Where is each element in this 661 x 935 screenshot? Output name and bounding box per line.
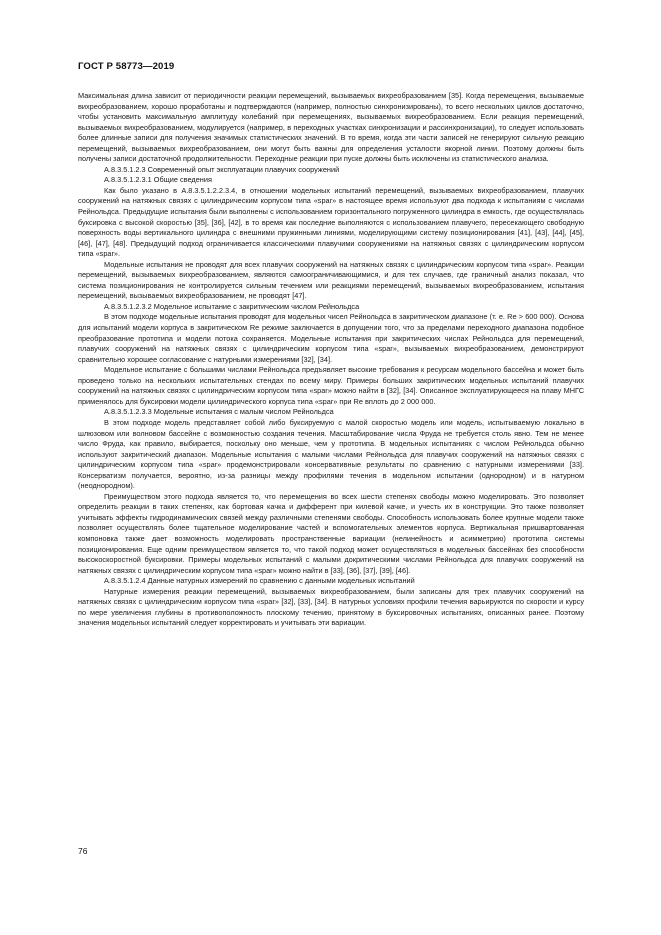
section-heading: А.8.3.5.1.2.4 Данные натурных измерений по сравнению с данными модельных испытаний bbox=[104, 576, 415, 586]
page-number: 76 bbox=[78, 846, 88, 856]
paragraph: В этом подходе модельные испытания проводят для модельных чисел Рейнольдса в закритическом диапазоне (т. е. Re > 600 000). Основа для испытаний модели корпуса в закритическом Re режиме заключается в допущении того, что за пределами переходного диапазона подобное преобразование прототипа и модели потока сохраняется. Модельные испытания при закритических числах Рейнольдса для перемещений, плавучих сооружений на натяжных связях с цилиндрическим корпусом типа «spar», вызываемых вихреобразованием, демонстрируют сравнительно хорошее согласование с натурными измерениями [32], [34]. bbox=[78, 312, 584, 364]
document-body bbox=[78, 91, 584, 629]
section-heading: А.8.3.5.1.2.3.3 Модельные испытания с малым числом Рейнольдса bbox=[104, 407, 334, 417]
section-heading: А.8.3.5.1.2.3.2 Модельное испытание с закритическим числом Рейнольдса bbox=[104, 301, 360, 311]
paragraph: В этом подходе модель представляет собой либо буксируемую с малой скоростью модель или модель, испытываемую локально в шлюзовом или волновом бассейне с возможностью создания течения. Масштабирование числа Фруда не требуется столь явно. Тем не менее число Фруда, как правило, выбирается, поскольку оно меньше, чем у прототипа. В модельных испытаниях с числом Рейнольдса обычно используют закритический диапазон. Модельные испытания с малыми числами Рейнольдса для плавучих сооружений на натяжных связях с цилиндрическим корпусом типа «spar» продемонстрировали консервативные результаты по сравнению с натурными измерениями [33]. Консерватизм получается, вероятно, из-за разницы между профилями течения в модельном испытании (однородном) и в натурном (неоднородном). bbox=[78, 417, 584, 491]
paragraph: Максимальная длина зависит от периодичности реакции перемещений, вызываемых вихреобразованием [35]. Когда перемещения, вызываемые вихреобразованием, хорошо проработаны и подтверждаются (например, полностью синхронизированы), то всего нескольких циклов достаточно, чтобы установить максимальную амплитуду колебаний при перемещениях, вызываемых вихреобразованием. Если реакция перемещений, вызываемых вихреобразованием, модулируется (например, в переходных участках синхронизации и рассинхронизации), то следует использовать более длинные записи для получения значимых статистических значений. В то время, когда эти части записей не генерируют сильную реакцию перемещений, вызываемых вихреобразованием, они могут быть важны для определения усталости якорной линии. Поэтому должны быть получены записи достаточной продолжительности. Переходные реакции при пуске должны быть исключены из статистического анализа. bbox=[78, 91, 584, 164]
standard-header: ГОСТ Р 58773—2019 bbox=[78, 61, 175, 72]
section-heading: А.8.3.5.1.2.3 Современный опыт эксплуатации плавучих сооружений bbox=[104, 164, 340, 174]
paragraph: Натурные измерения реакции перемещений, вызываемых вихреобразованием, были записаны для трех плавучих сооружений на натяжных связях с цилиндрическим корпусом типа «spar» [32], [33], [34]. В натурных условиях профили течения варьируются по скорости и курсу по мере увеличения глубины в противоположность плоскому течению, принятому в буксировочных испытаниях, описанных ранее. Поэтому значения модельных испытаний следует корректировать и учитывать эти вариации. bbox=[78, 586, 584, 628]
paragraph: Преимуществом этого подхода является то, что перемещения во всех шести степенях свободы можно моделировать. Это позволяет определить реакции в таких степенях, как бортовая качка и дифферент при килевой качке, и учесть их в конструкции. Это также позволяет учитывать эффекты гидродинамических связей между различными степенями свободы. Способность использовать более крупные модели также позволяет осуществлять более тщательное моделирование частей и вспомогательных элементов корпуса. Вертикальная пришвартованная компоновка также дает возможность моделировать пространственные вариации (нелинейность и асимметрию) прототипа системы позиционирования. Еще одним преимуществом является то, что такой подход может осуществляться в модельных бассейнах без способности высокоскоростной буксировки. Примеры модельных испытаний с малыми докритическими числами Рейнольдса для плавучих сооружений на натяжных связях с цилиндрическим корпусом типа «spar» можно найти в [33], [36], [37], [39], [46]. bbox=[78, 491, 584, 575]
paragraph: Модельные испытания не проводят для всех плавучих сооружений на натяжных связях с цилиндрическим корпусом типа «spar». Реакции перемещений, вызываемых вихреобразованием, являются самоограничивающимися, и для тех случаев, где граничный анализ показал, что система позиционирования не контролируется сильным течением или реакциями перемещений, вызываемых вихреобразованием, испытания перемещений, вызываемых вихреобразованием, не проводят [47]. bbox=[78, 259, 584, 301]
paragraph: Как было указано в А.8.3.5.1.2.2.3.4, в отношении модельных испытаний перемещений, вызываемых вихреобразованием, плавучих сооружений на натяжных связях с цилиндрическим корпусом типа «spar» в настоящее время используют два подхода к испытаниям с числами Рейнольдса. Предыдущие испытания были выполнены с использованием горизонтального погруженного цилиндра в емкость, где осуществлялась буксировка с высокой скоростью [35], [36], [42], в то время как последние выполняются с использованием плавучего, пересекающего свободную поверхность воды вертикального цилиндра с внешними пружинными линиями, моделирующими систему позиционирования [41], [43], [44], [45], [46], [47], [48]. Предыдущий подход ограничивается классическими плавучими сооружениями на натяжных связях с цилиндрическим корпусом типа «spar». bbox=[78, 185, 584, 259]
paragraph: Модельное испытание с большими числами Рейнольдса предъявляет высокие требования к ресурсам модельного бассейна и может быть проведено только на нескольких испытательных стендах по всему миру. Примеры больших закритических модельных испытаний плавучих сооружений на натяжных связях с цилиндрическим корпусом типа «spar» можно найти в [32], [34]. Описанное эксплуатирующееся на плаву МНГС применялось для буксировки модели цилиндрического корпуса типа «spar» при Re вплоть до 2 000 000. bbox=[78, 365, 584, 406]
section-heading: А.8.3.5.1.2.3.1 Общие сведения bbox=[104, 175, 212, 185]
